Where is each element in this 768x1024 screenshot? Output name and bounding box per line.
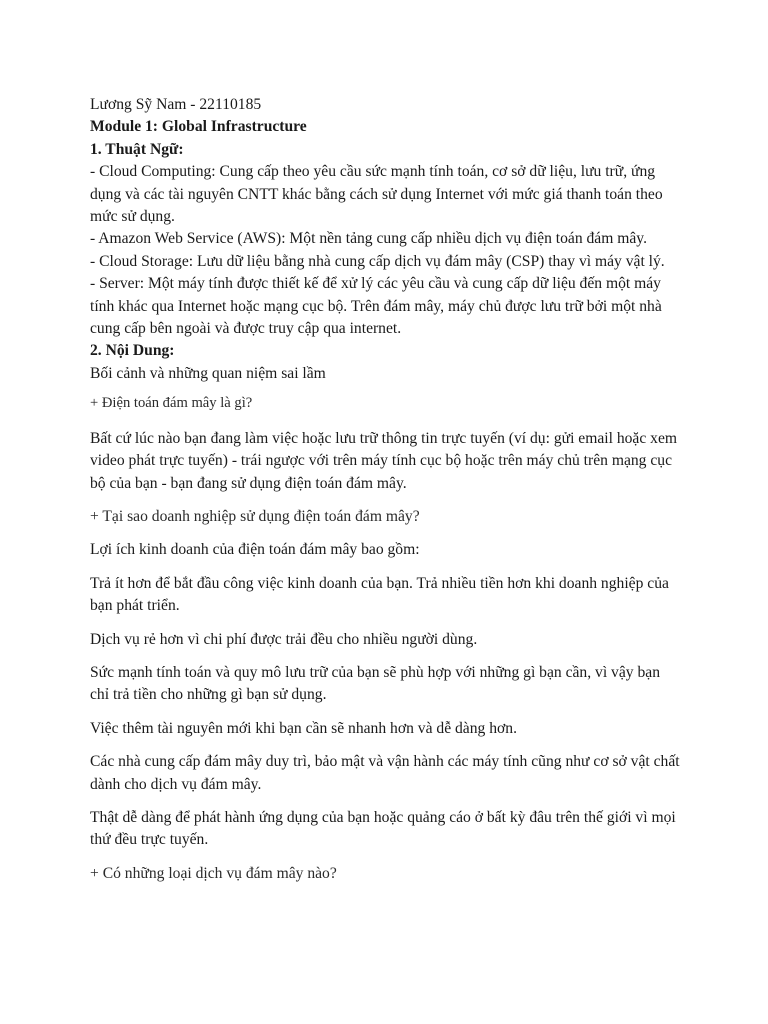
benefit-item: Các nhà cung cấp đám mây duy trì, bảo mật và vận hành các máy tính cũng như cơ sở vật chất dành cho dịch vụ đám mây.: [90, 753, 680, 793]
benefit-item: Sức mạnh tính toán và quy mô lưu trữ của bạn sẽ phù hợp với những gì bạn cần, vì vậy bạn chỉ trả tiền cho những gì bạn sử dụng.: [90, 663, 660, 704]
term-cloud-storage: - Cloud Storage: Lưu dữ liệu bằng nhà cung cấp dịch vụ đám mây (CSP) thay vì máy vật lý.: [90, 252, 665, 270]
content-block: [90, 392, 682, 885]
benefit-item: Việc thêm tài nguyên mới khi bạn cần sẽ nhanh hơn và dễ dàng hơn.: [90, 719, 517, 737]
benefits-intro: Lợi ích kinh doanh của điện toán đám mây bao gồm:: [90, 541, 420, 559]
term-aws: - Amazon Web Service (AWS): Một nền tảng cung cấp nhiều dịch vụ điện toán đám mây.: [90, 230, 647, 248]
question-what-is-cloud: + Điện toán đám mây là gì?: [90, 395, 253, 412]
benefit-item: Dịch vụ rẻ hơn vì chi phí được trải đều cho nhiều người dùng.: [90, 630, 478, 648]
header-block: [90, 94, 682, 385]
section2-heading: 2. Nội Dung:: [90, 342, 175, 360]
term-server: - Server: Một máy tính được thiết kế để xử lý các yêu cầu và cung cấp dữ liệu đến một máy tính khác qua Internet hoặc mạng cục bộ. Trên đám mây, máy chủ được lưu trữ bởi một nhà cung cấp bên ngoài và được truy cập qua internet.: [90, 275, 662, 338]
benefit-item: Trả ít hơn để bắt đầu công việc kinh doanh của bạn. Trả nhiều tiền hơn khi doanh nghiệp của bạn phát triển.: [90, 574, 669, 615]
section1-heading: 1. Thuật Ngữ:: [90, 140, 184, 158]
document-page: [90, 94, 682, 896]
term-cloud-computing: - Cloud Computing: Cung cấp theo yêu cầu sức mạnh tính toán, cơ sở dữ liệu, lưu trữ, ứng dụng và các tài nguyên CNTT khác bằng cách sử dụng Internet với mức giá thanh toán theo mức sử dụng.: [90, 163, 663, 226]
benefit-item: Thật dễ dàng để phát hành ứng dụng của bạn hoặc quảng cáo ở bất kỳ đâu trên thế giới vì mọi thứ đều trực tuyến.: [90, 808, 676, 849]
answer-what-is-cloud: Bất cứ lúc nào bạn đang làm việc hoặc lưu trữ thông tin trực tuyến (ví dụ: gửi email hoặc xem video phát trực tuyến) - trái ngược với trên máy tính cục bộ hoặc trên máy chủ trên mạng cục bộ của bạn - bạn đang sử dụng điện toán đám mây.: [90, 429, 678, 492]
question-cloud-types: + Có những loại dịch vụ đám mây nào?: [90, 864, 337, 882]
section2-subheading: Bối cảnh và những quan niệm sai lầm: [90, 364, 326, 382]
module-title: Module 1: Global Infrastructure: [90, 118, 307, 136]
author-line: Lương Sỹ Nam - 22110185: [90, 96, 262, 113]
question-why-cloud: + Tại sao doanh nghiệp sử dụng điện toán đám mây?: [90, 507, 420, 525]
